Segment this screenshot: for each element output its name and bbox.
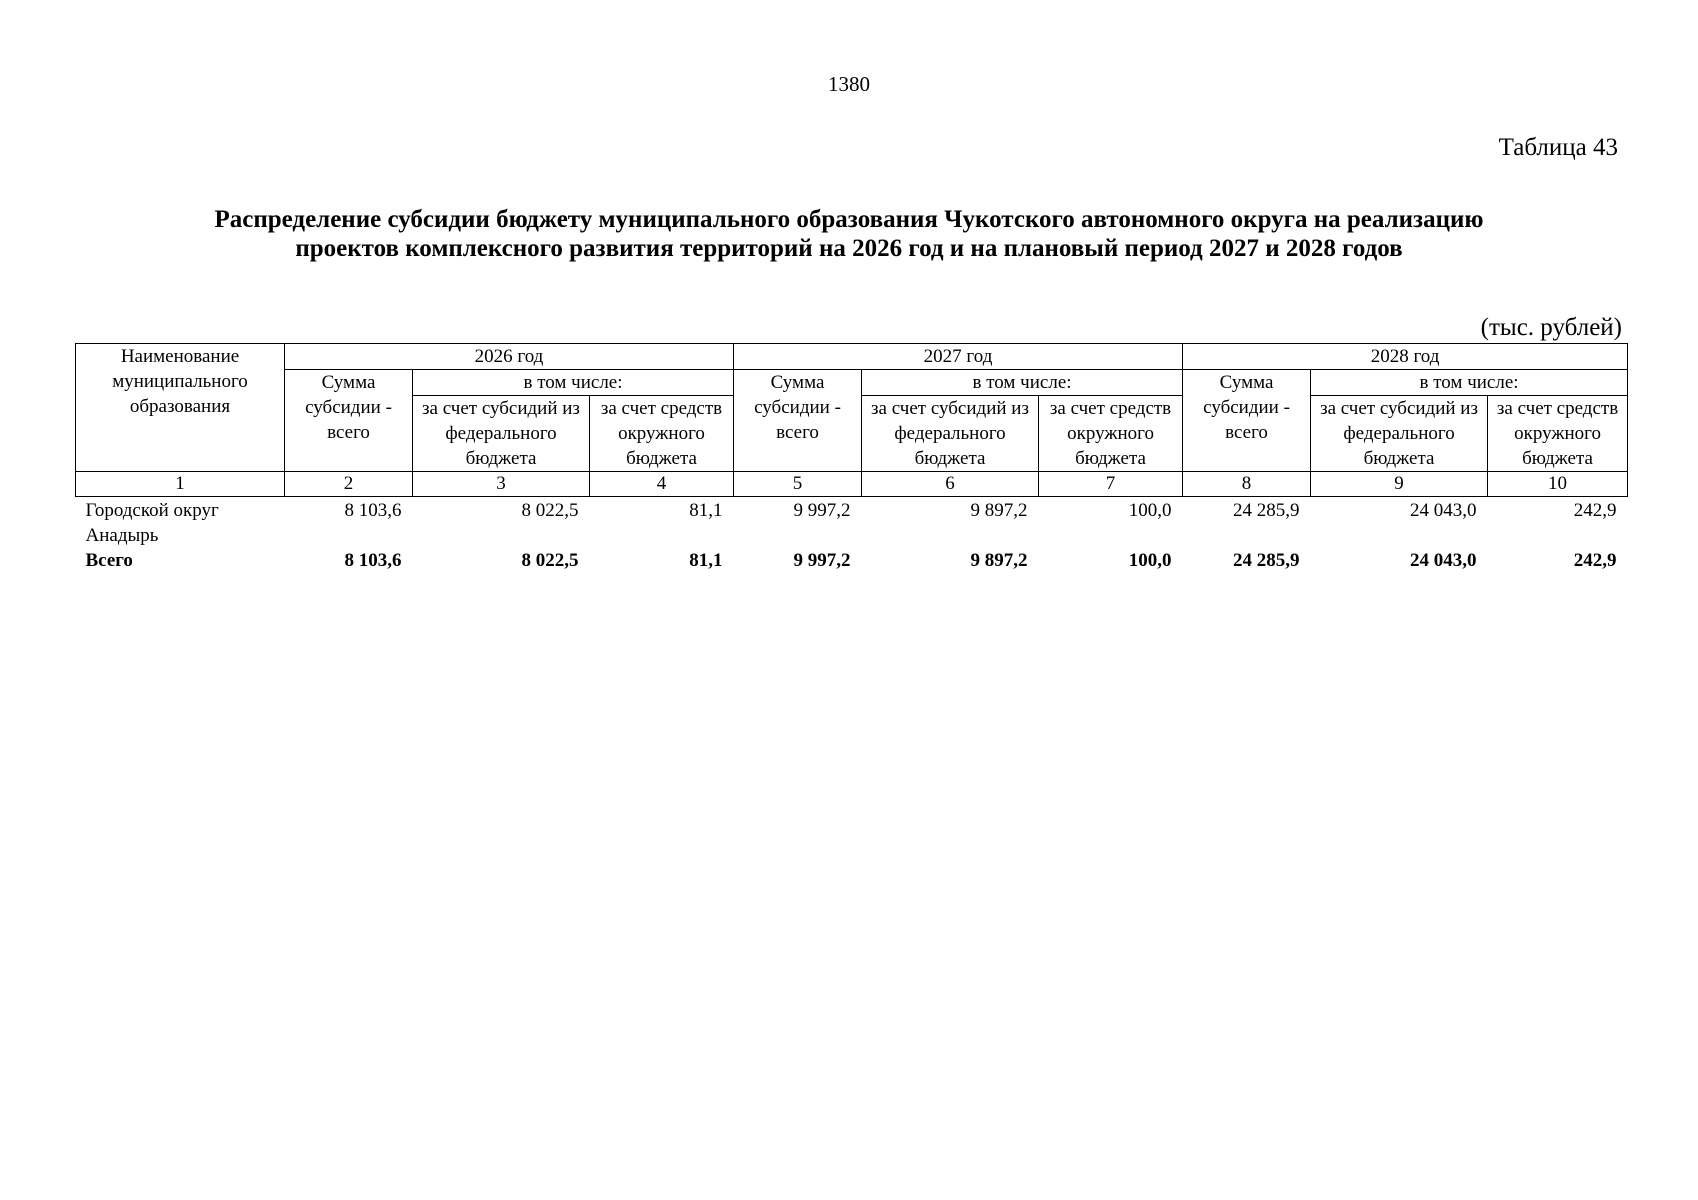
header-2027-including: в том числе:	[862, 370, 1183, 396]
value-cell: 100,0	[1128, 500, 1172, 521]
header-year-2027: 2027 год	[734, 344, 1183, 370]
column-number: 3	[413, 472, 590, 497]
document-title	[60, 205, 1638, 263]
title-line-2: проектов комплексного развития территорий на 2026 год и на плановый период 2027 и 2028 годов	[295, 235, 1403, 262]
column-number: 5	[734, 472, 862, 497]
value-cell: 8 103,6	[344, 500, 402, 521]
header-2028-district: за счет средств окружного бюджета	[1488, 396, 1628, 472]
header-year-2026: 2026 год	[285, 344, 734, 370]
column-number: 2	[285, 472, 413, 497]
table-row	[76, 497, 1628, 549]
total-value-cell: 8 103,6	[344, 550, 402, 571]
municipality-name: Городской округ Анадырь	[85, 500, 219, 546]
header-2028-total: Сумма субсидии - всего	[1183, 370, 1311, 472]
total-value-cell: 242,9	[1573, 550, 1617, 571]
value-cell: 24 285,9	[1233, 500, 1300, 521]
header-row-years	[76, 344, 1628, 370]
value-cell: 8 022,5	[521, 500, 579, 521]
value-cell: 9 997,2	[793, 500, 851, 521]
column-number: 8	[1183, 472, 1311, 497]
page-number: 1380	[828, 72, 870, 96]
total-value-cell: 8 022,5	[521, 550, 579, 571]
total-value-cell: 81,1	[689, 550, 723, 571]
header-2028-federal: за счет субсидий из федерального бюджета	[1311, 396, 1488, 472]
title-line-1: Распределение субсидии бюджету муниципального образования Чукотского автономного округа на реализацию	[214, 206, 1484, 233]
total-value-cell: 24 043,0	[1410, 550, 1477, 571]
total-value-cell: 9 997,2	[793, 550, 851, 571]
header-municipality-name: Наименование муниципального образования	[76, 344, 285, 472]
table-label: Таблица 43	[1498, 134, 1618, 161]
column-number: 10	[1488, 472, 1628, 497]
header-2027-federal: за счет субсидий из федерального бюджета	[862, 396, 1039, 472]
total-label: Всего	[85, 550, 133, 571]
total-row	[76, 548, 1628, 573]
header-row-groups	[76, 370, 1628, 396]
header-2027-total: Сумма субсидии - всего	[734, 370, 862, 472]
total-value-cell: 9 897,2	[970, 550, 1028, 571]
value-cell: 242,9	[1573, 500, 1617, 521]
column-number: 6	[862, 472, 1039, 497]
value-cell: 81,1	[689, 500, 723, 521]
value-cell: 24 043,0	[1410, 500, 1477, 521]
column-number: 1	[76, 472, 285, 497]
value-cell: 9 897,2	[970, 500, 1028, 521]
subsidy-table	[75, 343, 1628, 573]
total-value-cell: 24 285,9	[1233, 550, 1300, 571]
header-year-2028: 2028 год	[1183, 344, 1628, 370]
header-2028-including: в том числе:	[1311, 370, 1628, 396]
column-number: 7	[1039, 472, 1183, 497]
column-number: 4	[590, 472, 734, 497]
header-2026-total: Сумма субсидии - всего	[285, 370, 413, 472]
column-numbers-row	[76, 472, 1628, 497]
units-label: (тыс. рублей)	[1480, 314, 1622, 341]
header-2026-including: в том числе:	[413, 370, 734, 396]
column-number: 9	[1311, 472, 1488, 497]
header-2026-district: за счет средств окружного бюджета	[590, 396, 734, 472]
header-2026-federal: за счет субсидий из федерального бюджета	[413, 396, 590, 472]
header-2027-district: за счет средств окружного бюджета	[1039, 396, 1183, 472]
total-value-cell: 100,0	[1128, 550, 1172, 571]
